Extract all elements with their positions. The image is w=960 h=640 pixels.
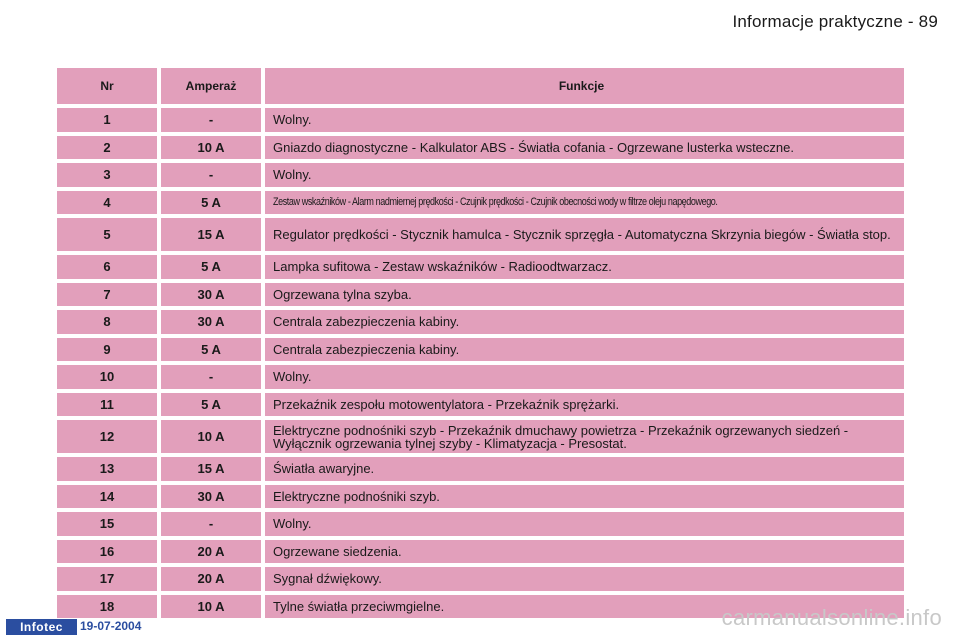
cell-nr: 10: [57, 365, 157, 389]
cell-functions: Sygnał dźwiękowy.: [265, 567, 904, 591]
cell-amperage: -: [161, 512, 261, 536]
cell-functions: Przekaźnik zespołu motowentylatora - Przekaźnik sprężarki.: [265, 393, 904, 417]
cell-amperage: 20 A: [161, 540, 261, 564]
cell-amperage: 10 A: [161, 136, 261, 160]
cell-amperage: 5 A: [161, 255, 261, 279]
cell-functions: Centrala zabezpieczenia kabiny.: [265, 338, 904, 362]
page-title: Informacje praktyczne - 89: [732, 12, 938, 31]
cell-functions: Gniazdo diagnostyczne - Kalkulator ABS - Światła cofania - Ogrzewane lusterka wsteczne.: [265, 136, 904, 160]
cell-nr: 6: [57, 255, 157, 279]
cell-amperage: 5 A: [161, 338, 261, 362]
cell-nr: 4: [57, 191, 157, 215]
table-row: [57, 218, 904, 251]
fuse-table: [57, 68, 904, 622]
cell-nr: 11: [57, 393, 157, 417]
cell-nr: 5: [57, 218, 157, 251]
cell-nr: 16: [57, 540, 157, 564]
cell-functions: Wolny.: [265, 365, 904, 389]
cell-amperage: 5 A: [161, 191, 261, 215]
watermark: carmanualsonline.info: [721, 605, 942, 630]
cell-functions: Światła awaryjne.: [265, 457, 904, 481]
header-nr: Nr: [57, 68, 157, 104]
cell-functions: Ogrzewane siedzenia.: [265, 540, 904, 564]
table-row: [57, 512, 904, 536]
table-row: [57, 393, 904, 417]
cell-amperage: 15 A: [161, 218, 261, 251]
cell-functions: Tylne światła przeciwmgielne.: [265, 595, 904, 619]
cell-amperage: 30 A: [161, 485, 261, 509]
table-header-row: [57, 68, 904, 104]
cell-nr: 3: [57, 163, 157, 187]
cell-amperage: 30 A: [161, 310, 261, 334]
cell-nr: 8: [57, 310, 157, 334]
cell-functions: Elektryczne podnośniki szyb.: [265, 485, 904, 509]
table-row: [57, 567, 904, 591]
table-row: [57, 485, 904, 509]
infotec-badge: Infotec: [6, 619, 77, 635]
cell-nr: 17: [57, 567, 157, 591]
cell-functions: Regulator prędkości - Stycznik hamulca - Stycznik sprzęgła - Automatyczna Skrzynia biegów - Światła stop.: [265, 218, 904, 251]
cell-amperage: 10 A: [161, 420, 261, 453]
cell-functions: [265, 191, 904, 215]
table-row: [57, 191, 904, 215]
table-row: [57, 136, 904, 160]
cell-functions: Ogrzewana tylna szyba.: [265, 283, 904, 307]
table-row: [57, 310, 904, 334]
cell-nr: 14: [57, 485, 157, 509]
cell-amperage: -: [161, 365, 261, 389]
cell-functions-text: Zestaw wskaźników - Alarm nadmiernej prędkości - Czujnik prędkości - Czujnik obecności wody w filtrze oleju napędowego.: [273, 195, 718, 208]
cell-functions: Wolny.: [265, 108, 904, 132]
cell-functions: Elektryczne podnośniki szyb - Przekaźnik dmuchawy powietrza - Przekaźnik ogrzewanych siedzeń - Wyłącznik ogrzewania tylnej szyby - Klimatyzacja - Presostat.: [265, 420, 904, 453]
cell-nr: 13: [57, 457, 157, 481]
cell-functions: Centrala zabezpieczenia kabiny.: [265, 310, 904, 334]
cell-amperage: 20 A: [161, 567, 261, 591]
header-amperage: Amperaż: [161, 68, 261, 104]
cell-amperage: 30 A: [161, 283, 261, 307]
cell-nr: 7: [57, 283, 157, 307]
cell-nr: 1: [57, 108, 157, 132]
header-functions: Funkcje: [265, 68, 904, 104]
table-row: [57, 457, 904, 481]
cell-nr: 2: [57, 136, 157, 160]
cell-amperage: 10 A: [161, 595, 261, 619]
table-row: [57, 108, 904, 132]
cell-amperage: 15 A: [161, 457, 261, 481]
table-row: [57, 540, 904, 564]
cell-functions: Lampka sufitowa - Zestaw wskaźników - Radioodtwarzacz.: [265, 255, 904, 279]
table-row: [57, 283, 904, 307]
cell-functions: Wolny.: [265, 163, 904, 187]
cell-amperage: 5 A: [161, 393, 261, 417]
cell-nr: 12: [57, 420, 157, 453]
table-row: [57, 338, 904, 362]
table-row: [57, 420, 904, 453]
cell-nr: 9: [57, 338, 157, 362]
footer-date: 19-07-2004: [80, 619, 142, 633]
table-row: [57, 255, 904, 279]
cell-nr: 18: [57, 595, 157, 619]
cell-amperage: -: [161, 108, 261, 132]
cell-nr: 15: [57, 512, 157, 536]
table-row: [57, 163, 904, 187]
table-row: [57, 365, 904, 389]
cell-amperage: -: [161, 163, 261, 187]
cell-functions: Wolny.: [265, 512, 904, 536]
